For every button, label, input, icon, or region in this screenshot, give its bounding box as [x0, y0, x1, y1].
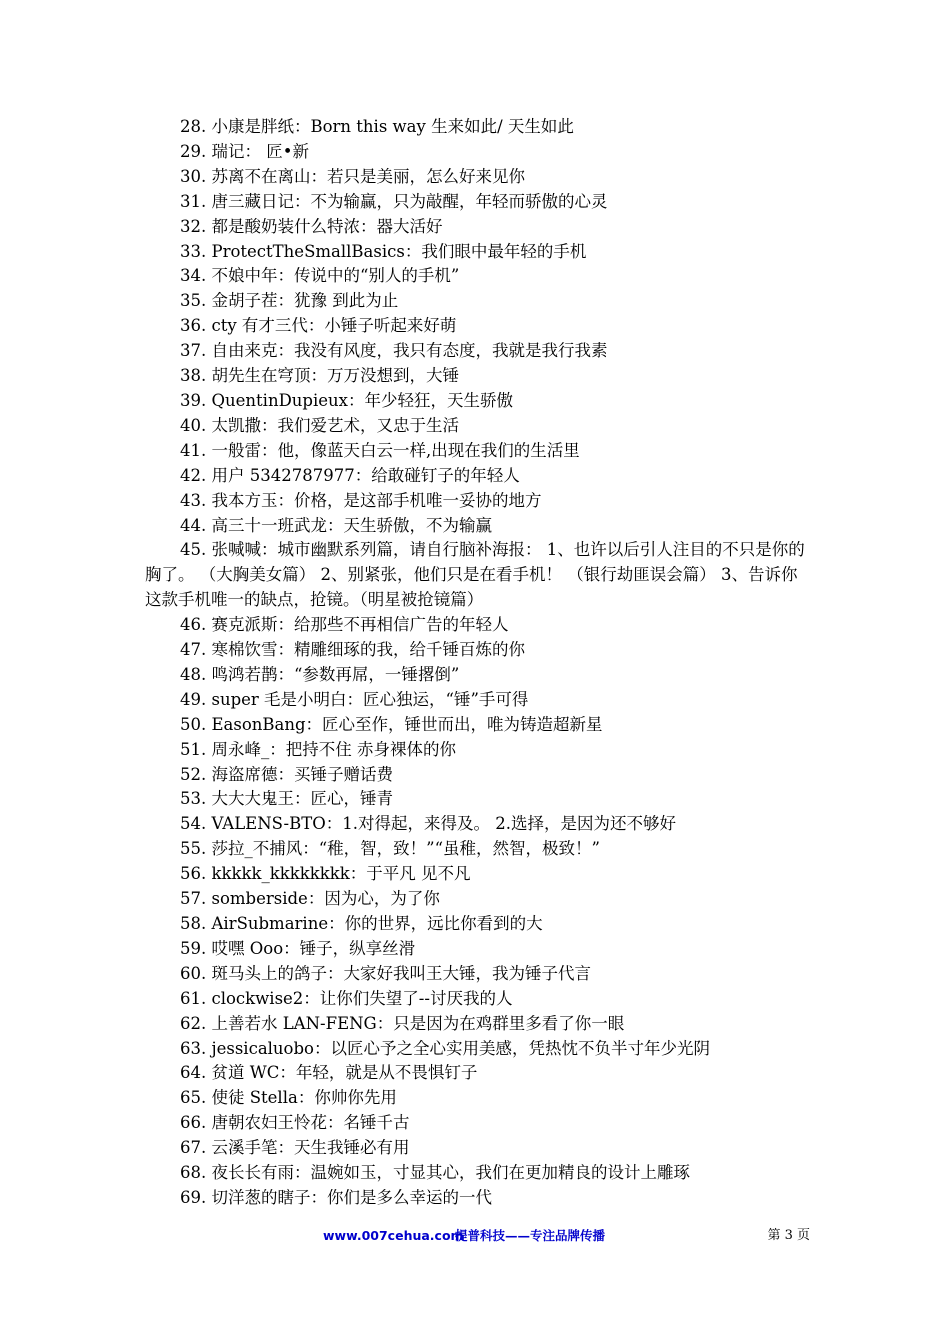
list-item: 58. AirSubmarine：你的世界，远比你看到的大: [180, 914, 543, 933]
list-item: 36. cty 有才三代：小锤子听起来好萌: [180, 316, 457, 336]
list-item: 37. 自由来克：我没有风度，我只有态度，我就是我行我素: [180, 341, 608, 361]
list-item: 63. jessicaluobo：以匠心予之全心实用美感，凭热忱不负半寸年少光阴: [180, 1038, 710, 1058]
list-item: 69. 切洋葱的瞎子：你们是多么幸运的一代: [180, 1187, 492, 1207]
list-item: 61. clockwise2：让你们失望了--讨厌我的人: [180, 988, 513, 1008]
list-item: 41. 一般雷：他，像蓝天白云一样,出现在我们的生活里: [180, 440, 580, 460]
page-footer: [145, 1225, 810, 1247]
list-item: 60. 斑马头上的鸽子：大家好我叫王大锤，我为锤子代言: [180, 963, 591, 983]
list-item: 42. 用户 5342787977：给敢碰钉子的年轻人: [180, 465, 520, 485]
footer-tagline: 提普科技——专注品牌传播: [455, 1228, 606, 1243]
list-item: 46. 赛克派斯：给那些不再相信广告的年轻人: [180, 615, 509, 635]
list-item: 65. 使徒 Stella：你帅你先用: [180, 1088, 397, 1108]
list-item: 28. 小康是胖纸：Born this way 生来如此/ 天生如此: [180, 117, 574, 136]
list-item: 43. 我本方玉：价格，是这部手机唯一妥协的地方: [180, 490, 542, 510]
list-item: 68. 夜长长有雨：温婉如玉，寸显其心，我们在更加精良的设计上雕琢: [180, 1163, 690, 1183]
list-item: 30. 苏离不在离山：若只是美丽，怎么好来见你: [180, 166, 525, 186]
list-item: 50. EasonBang：匠心至作，锤世而出，唯为铸造超新星: [180, 714, 603, 734]
list-item: 40. 太凯撒：我们爱艺术，又忠于生活: [180, 415, 459, 435]
list-item: 45. 张喊喊：城市幽默系列篇，请自行脑补海报： 1、也许以后引人注目的不只是你的胸了。 （大胸美女篇） 2、别紧张，他们只是在看手机！ （银行劫匪误会篇） 3、告诉你这款手机唯一的缺点，抢镜。（明星被抢镜篇）: [145, 540, 805, 610]
slogan-list: [145, 115, 810, 1211]
list-item: 33. ProtectTheSmallBasics：我们眼中最年轻的手机: [180, 241, 587, 261]
list-item: 59. 哎嘿 Ooo：锤子，纵享丝滑: [180, 938, 416, 958]
list-item: 66. 唐朝农妇王怜花：名锤千古: [180, 1113, 410, 1133]
list-item: 49. super 毛是小明白：匠心独运，“锤”手可得: [180, 689, 529, 709]
list-item: 53. 大大大鬼王：匠心，锤青: [180, 789, 393, 809]
list-item: 31. 唐三藏日记：不为输赢，只为敲醒，年轻而骄傲的心灵: [180, 191, 608, 211]
page-number: 第 3 页: [767, 1228, 810, 1243]
list-item: 35. 金胡子茬：犹豫 到此为止: [180, 291, 399, 311]
list-item: 47. 寒棉饮雪：精雕细琢的我，给千锤百炼的你: [180, 640, 525, 660]
list-item: 52. 海盗席德：买锤子赠话费: [180, 764, 393, 784]
list-item: 64. 贫道 WC：年轻，就是从不畏惧钉子: [180, 1063, 478, 1083]
list-item: 51. 周永峰_：把持不住 赤身裸体的你: [180, 739, 456, 759]
list-item: 34. 不娘中年：传说中的“别人的手机”: [180, 266, 460, 286]
list-item: 44. 高三十一班武龙：天生骄傲，不为输赢: [180, 515, 492, 535]
list-item: 55. 莎拉_不捕风：“稚，智，致！”“虽稚，然智，极致！”: [180, 839, 600, 859]
list-item: 54. VALENS-BTO：1.对得起，来得及。 2.选择，是因为还不够好: [180, 814, 677, 834]
list-item: 48. 鸣鸿若鹊：“参数再屌，一锤撂倒”: [180, 664, 460, 684]
list-item: 32. 都是酸奶装什么特浓：器大活好: [180, 216, 443, 236]
list-item: 67. 云溪手笔：天生我锤必有用: [180, 1138, 410, 1158]
list-item: 38. 胡先生在穹顶：万万没想到，大锤: [180, 366, 459, 386]
list-item: 29. 瑞记： 匠•新: [180, 141, 309, 161]
footer-website-link[interactable]: www.007cehua.com: [323, 1228, 464, 1243]
list-item: 56. kkkkk_kkkkkkkk：于平凡 见不凡: [180, 864, 471, 884]
list-item: 62. 上善若水 LAN-FENG：只是因为在鸡群里多看了你一眼: [180, 1013, 625, 1033]
list-item: 39. QuentinDupieux：年少轻狂，天生骄傲: [180, 390, 513, 410]
list-item: 57. somberside：因为心，为了你: [180, 889, 440, 909]
